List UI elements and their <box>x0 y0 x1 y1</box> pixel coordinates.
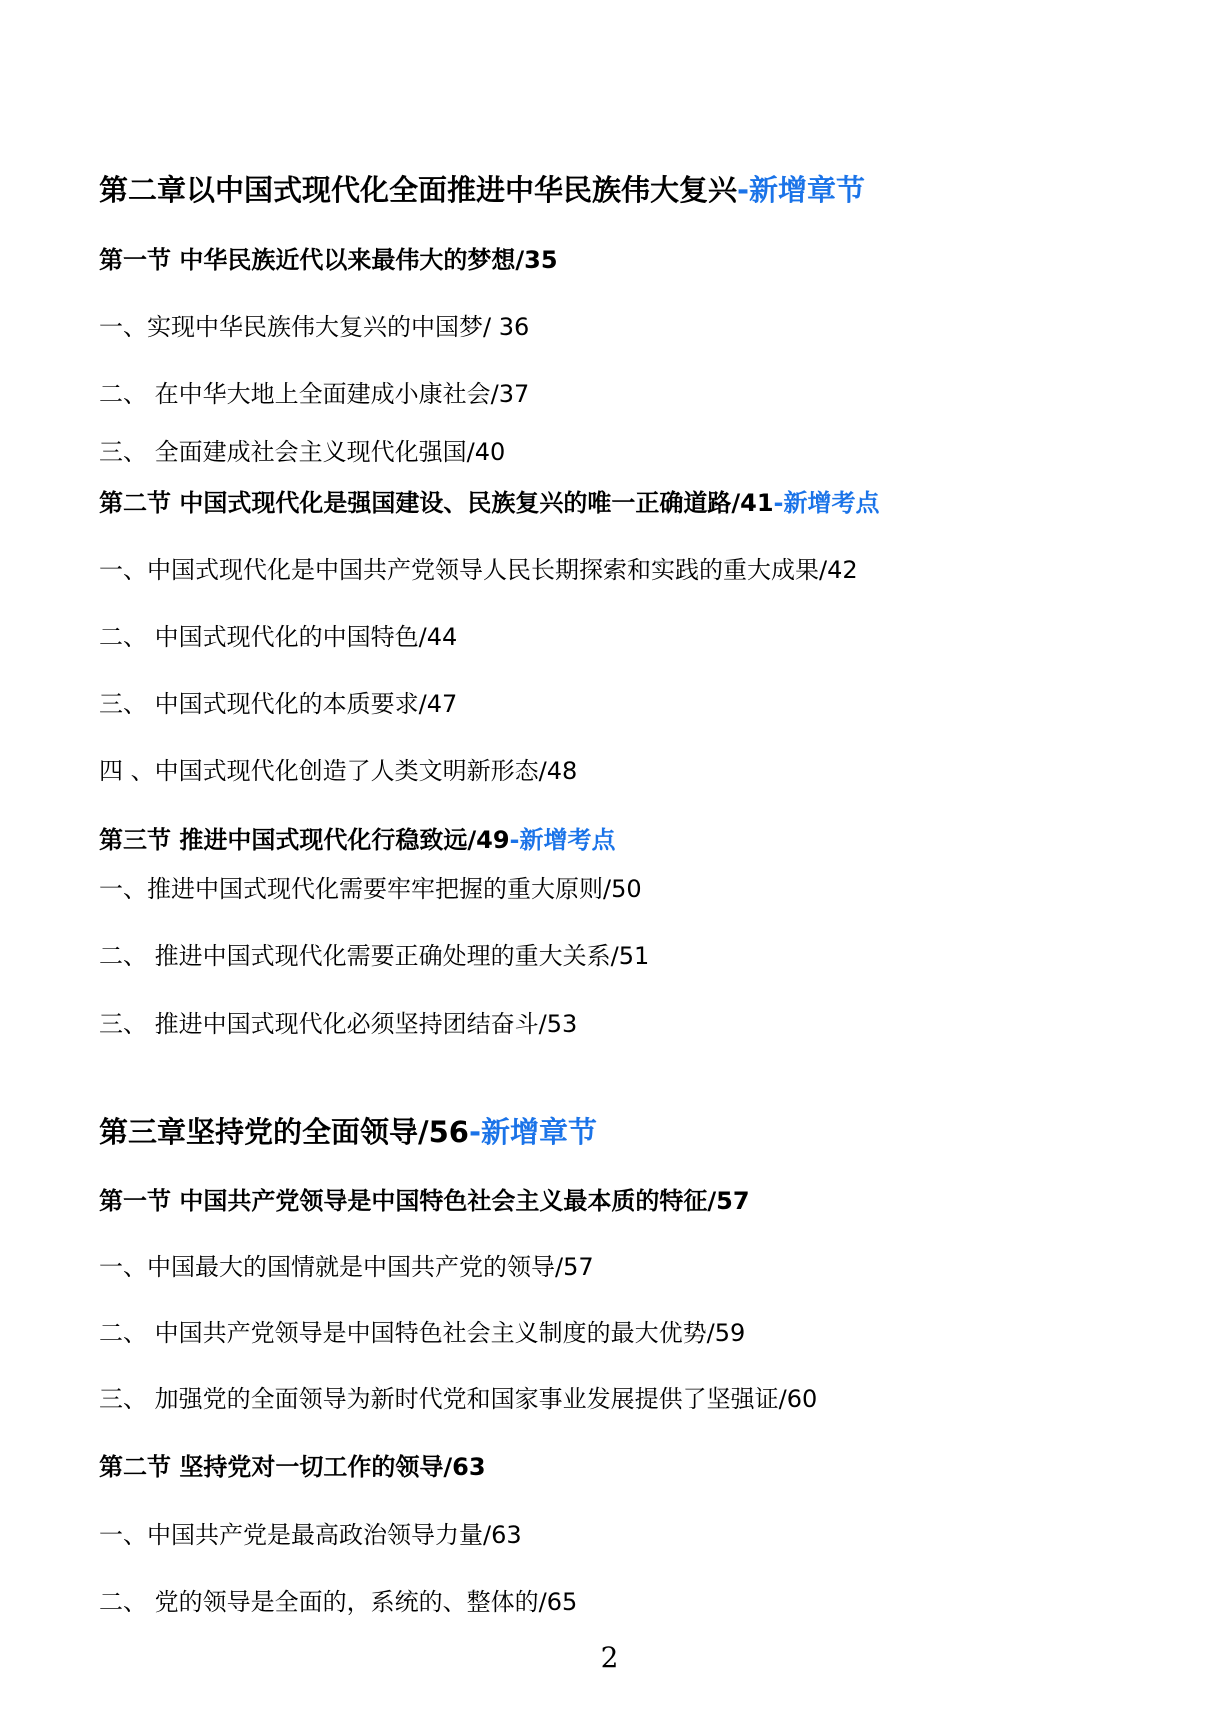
toc-item <box>99 1004 577 1039</box>
toc-item <box>99 684 457 719</box>
toc-item <box>99 1515 522 1550</box>
entry-text: 二、 推进中国式现代化需要正确处理的重大关系/51 <box>99 942 650 970</box>
toc-item <box>99 1247 594 1282</box>
entry-text: 第二节 坚持党对一切工作的领导/63 <box>99 1453 486 1481</box>
toc-item <box>99 374 529 409</box>
entry-text: 三、 全面建成社会主义现代化强国/40 <box>99 438 506 466</box>
new-tag: -新增章节 <box>737 173 866 207</box>
chapter-heading <box>99 1110 597 1151</box>
new-tag: -新增考点 <box>509 826 616 854</box>
entry-text: 一、中国共产党是最高政治领导力量/63 <box>99 1521 522 1549</box>
entry-text: 第一节 中国共产党领导是中国特色社会主义最本质的特征/57 <box>99 1187 750 1215</box>
entry-text: 第二章以中国式现代化全面推进中华民族伟大复兴 <box>99 173 738 207</box>
toc-item <box>99 1313 745 1348</box>
page-number: 2 <box>600 1641 619 1674</box>
entry-text: 二、 中国共产党领导是中国特色社会主义制度的最大优势/59 <box>99 1319 746 1347</box>
entry-text: 二、 党的领导是全面的，系统的、整体的/65 <box>99 1588 578 1616</box>
section-heading <box>99 483 880 518</box>
entry-text: 三、 中国式现代化的本质要求/47 <box>99 690 458 718</box>
toc-item <box>99 751 577 786</box>
new-tag: -新增章节 <box>468 1115 597 1149</box>
section-heading <box>99 1447 486 1482</box>
entry-text: 第三节 推进中国式现代化行稳致远/49 <box>99 826 510 854</box>
entry-text: 四 、中国式现代化创造了人类文明新形态/48 <box>99 757 578 785</box>
entry-text: 第二节 中国式现代化是强国建设、民族复兴的唯一正确道路/41 <box>99 489 774 517</box>
entry-text: 二、 在中华大地上全面建成小康社会/37 <box>99 380 530 408</box>
toc-item <box>99 307 529 342</box>
entry-text: 二、 中国式现代化的中国特色/44 <box>99 623 458 651</box>
entry-text: 第三章坚持党的全面领导/56 <box>99 1115 469 1149</box>
new-tag: -新增考点 <box>773 489 880 517</box>
chapter-heading <box>99 168 865 209</box>
entry-text: 一、实现中华民族伟大复兴的中国梦/ 36 <box>99 313 530 341</box>
toc-item <box>99 432 505 467</box>
section-heading <box>99 240 558 275</box>
toc-item <box>99 550 858 585</box>
section-heading <box>99 820 616 855</box>
toc-item <box>99 869 642 904</box>
section-heading <box>99 1181 750 1216</box>
entry-text: 一、推进中国式现代化需要牢牢把握的重大原则/50 <box>99 875 642 903</box>
entry-text: 三、 加强党的全面领导为新时代党和国家事业发展提供了坚强证/60 <box>99 1385 818 1413</box>
toc-item <box>99 936 649 971</box>
entry-text: 三、 推进中国式现代化必须坚持团结奋斗/53 <box>99 1010 578 1038</box>
entry-text: 第一节 中华民族近代以来最伟大的梦想/35 <box>99 246 558 274</box>
toc-item <box>99 1582 577 1617</box>
toc-item <box>99 617 457 652</box>
entry-text: 一、中国式现代化是中国共产党领导人民长期探索和实践的重大成果/42 <box>99 556 858 584</box>
toc-item <box>99 1379 817 1414</box>
entry-text: 一、中国最大的国情就是中国共产党的领导/57 <box>99 1253 594 1281</box>
